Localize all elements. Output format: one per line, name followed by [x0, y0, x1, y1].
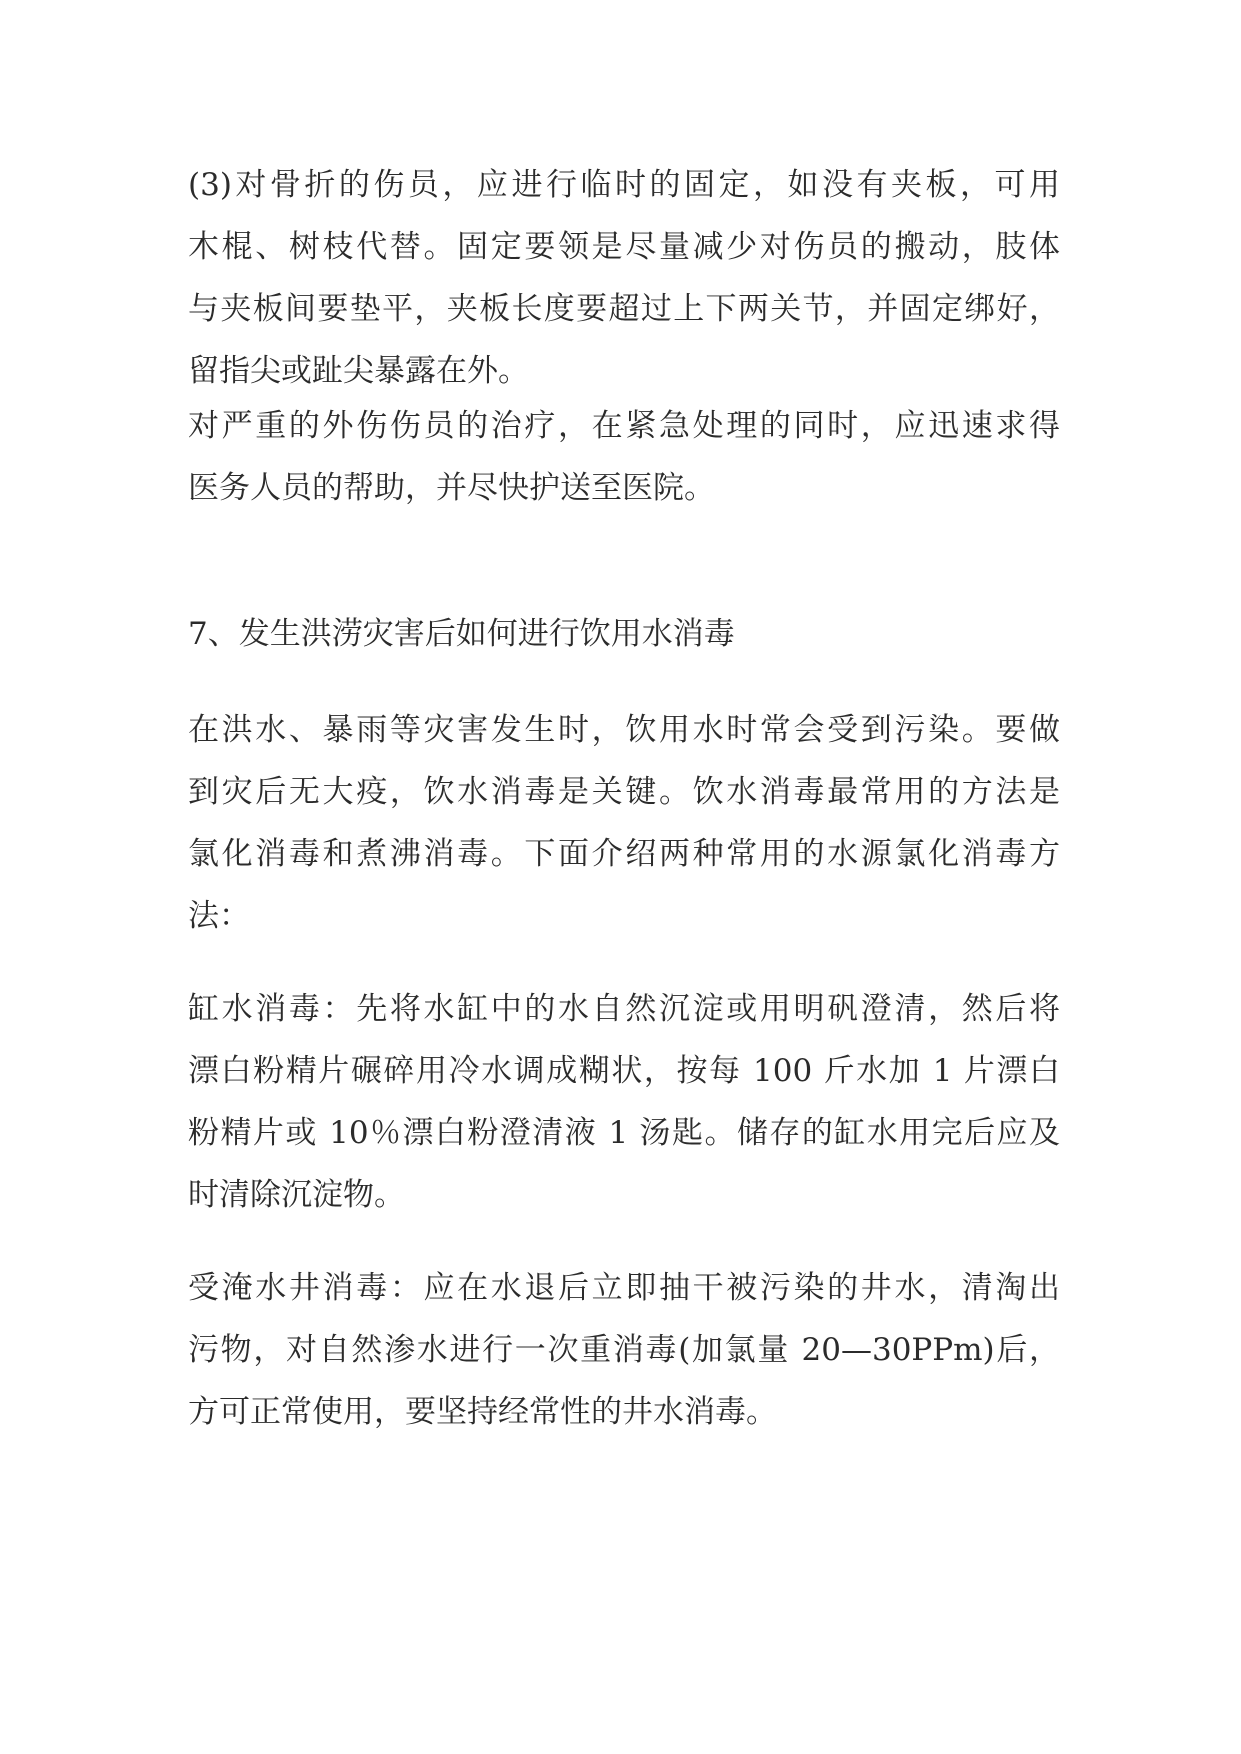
text-line: 医务人员的帮助，并尽快护送至医院。: [188, 470, 715, 506]
text-line: 粉精片或 10％漂白粉澄清液 1 汤匙。储存的缸水用完后应及: [188, 1115, 1060, 1151]
text-line: 到灾后无大疫，饮水消毒是关键。饮水消毒最常用的方法是: [188, 774, 1060, 810]
text-line: 氯化消毒和煮沸消毒。下面介绍两种常用的水源氯化消毒方: [188, 836, 1060, 872]
text-line: 木棍、树枝代替。固定要领是尽量减少对伤员的搬动，肢体: [188, 229, 1060, 265]
heading-text: 7、发生洪涝灾害后如何进行饮用水消毒: [188, 616, 735, 652]
paragraph-flooded-well: [188, 1257, 1060, 1443]
paragraph-water-disinfection-intro: [188, 699, 1060, 947]
paragraph-fracture-care: [188, 154, 1060, 402]
section-heading: [188, 603, 1060, 665]
text-line: 时清除沉淀物。: [188, 1177, 405, 1213]
text-line: 法：: [188, 898, 250, 934]
text-line: 与夹板间要垫平，夹板长度要超过上下两关节，并固定绑好，: [188, 291, 1060, 327]
paragraph-severe-injury: [188, 395, 1060, 519]
text-line: 对严重的外伤伤员的治疗，在紧急处理的同时，应迅速求得: [188, 408, 1060, 444]
text-line: 方可正常使用，要坚持经常性的井水消毒。: [188, 1394, 777, 1430]
paragraph-tank-water: [188, 978, 1060, 1226]
text-line: 在洪水、暴雨等灾害发生时，饮用水时常会受到污染。要做: [188, 712, 1060, 748]
text-line: (3)对骨折的伤员，应进行临时的固定，如没有夹板，可用: [188, 167, 1060, 203]
text-line: 留指尖或趾尖暴露在外。: [188, 353, 529, 389]
text-line: 受淹水井消毒：应在水退后立即抽干被污染的井水，清淘出: [188, 1270, 1060, 1306]
text-line: 污物，对自然渗水进行一次重消毒(加氯量 20—30PPm)后，: [188, 1332, 1060, 1368]
text-line: 漂白粉精片碾碎用冷水调成糊状，按每 100 斤水加 1 片漂白: [188, 1053, 1060, 1089]
text-line: 缸水消毒：先将水缸中的水自然沉淀或用明矾澄清，然后将: [188, 991, 1060, 1027]
